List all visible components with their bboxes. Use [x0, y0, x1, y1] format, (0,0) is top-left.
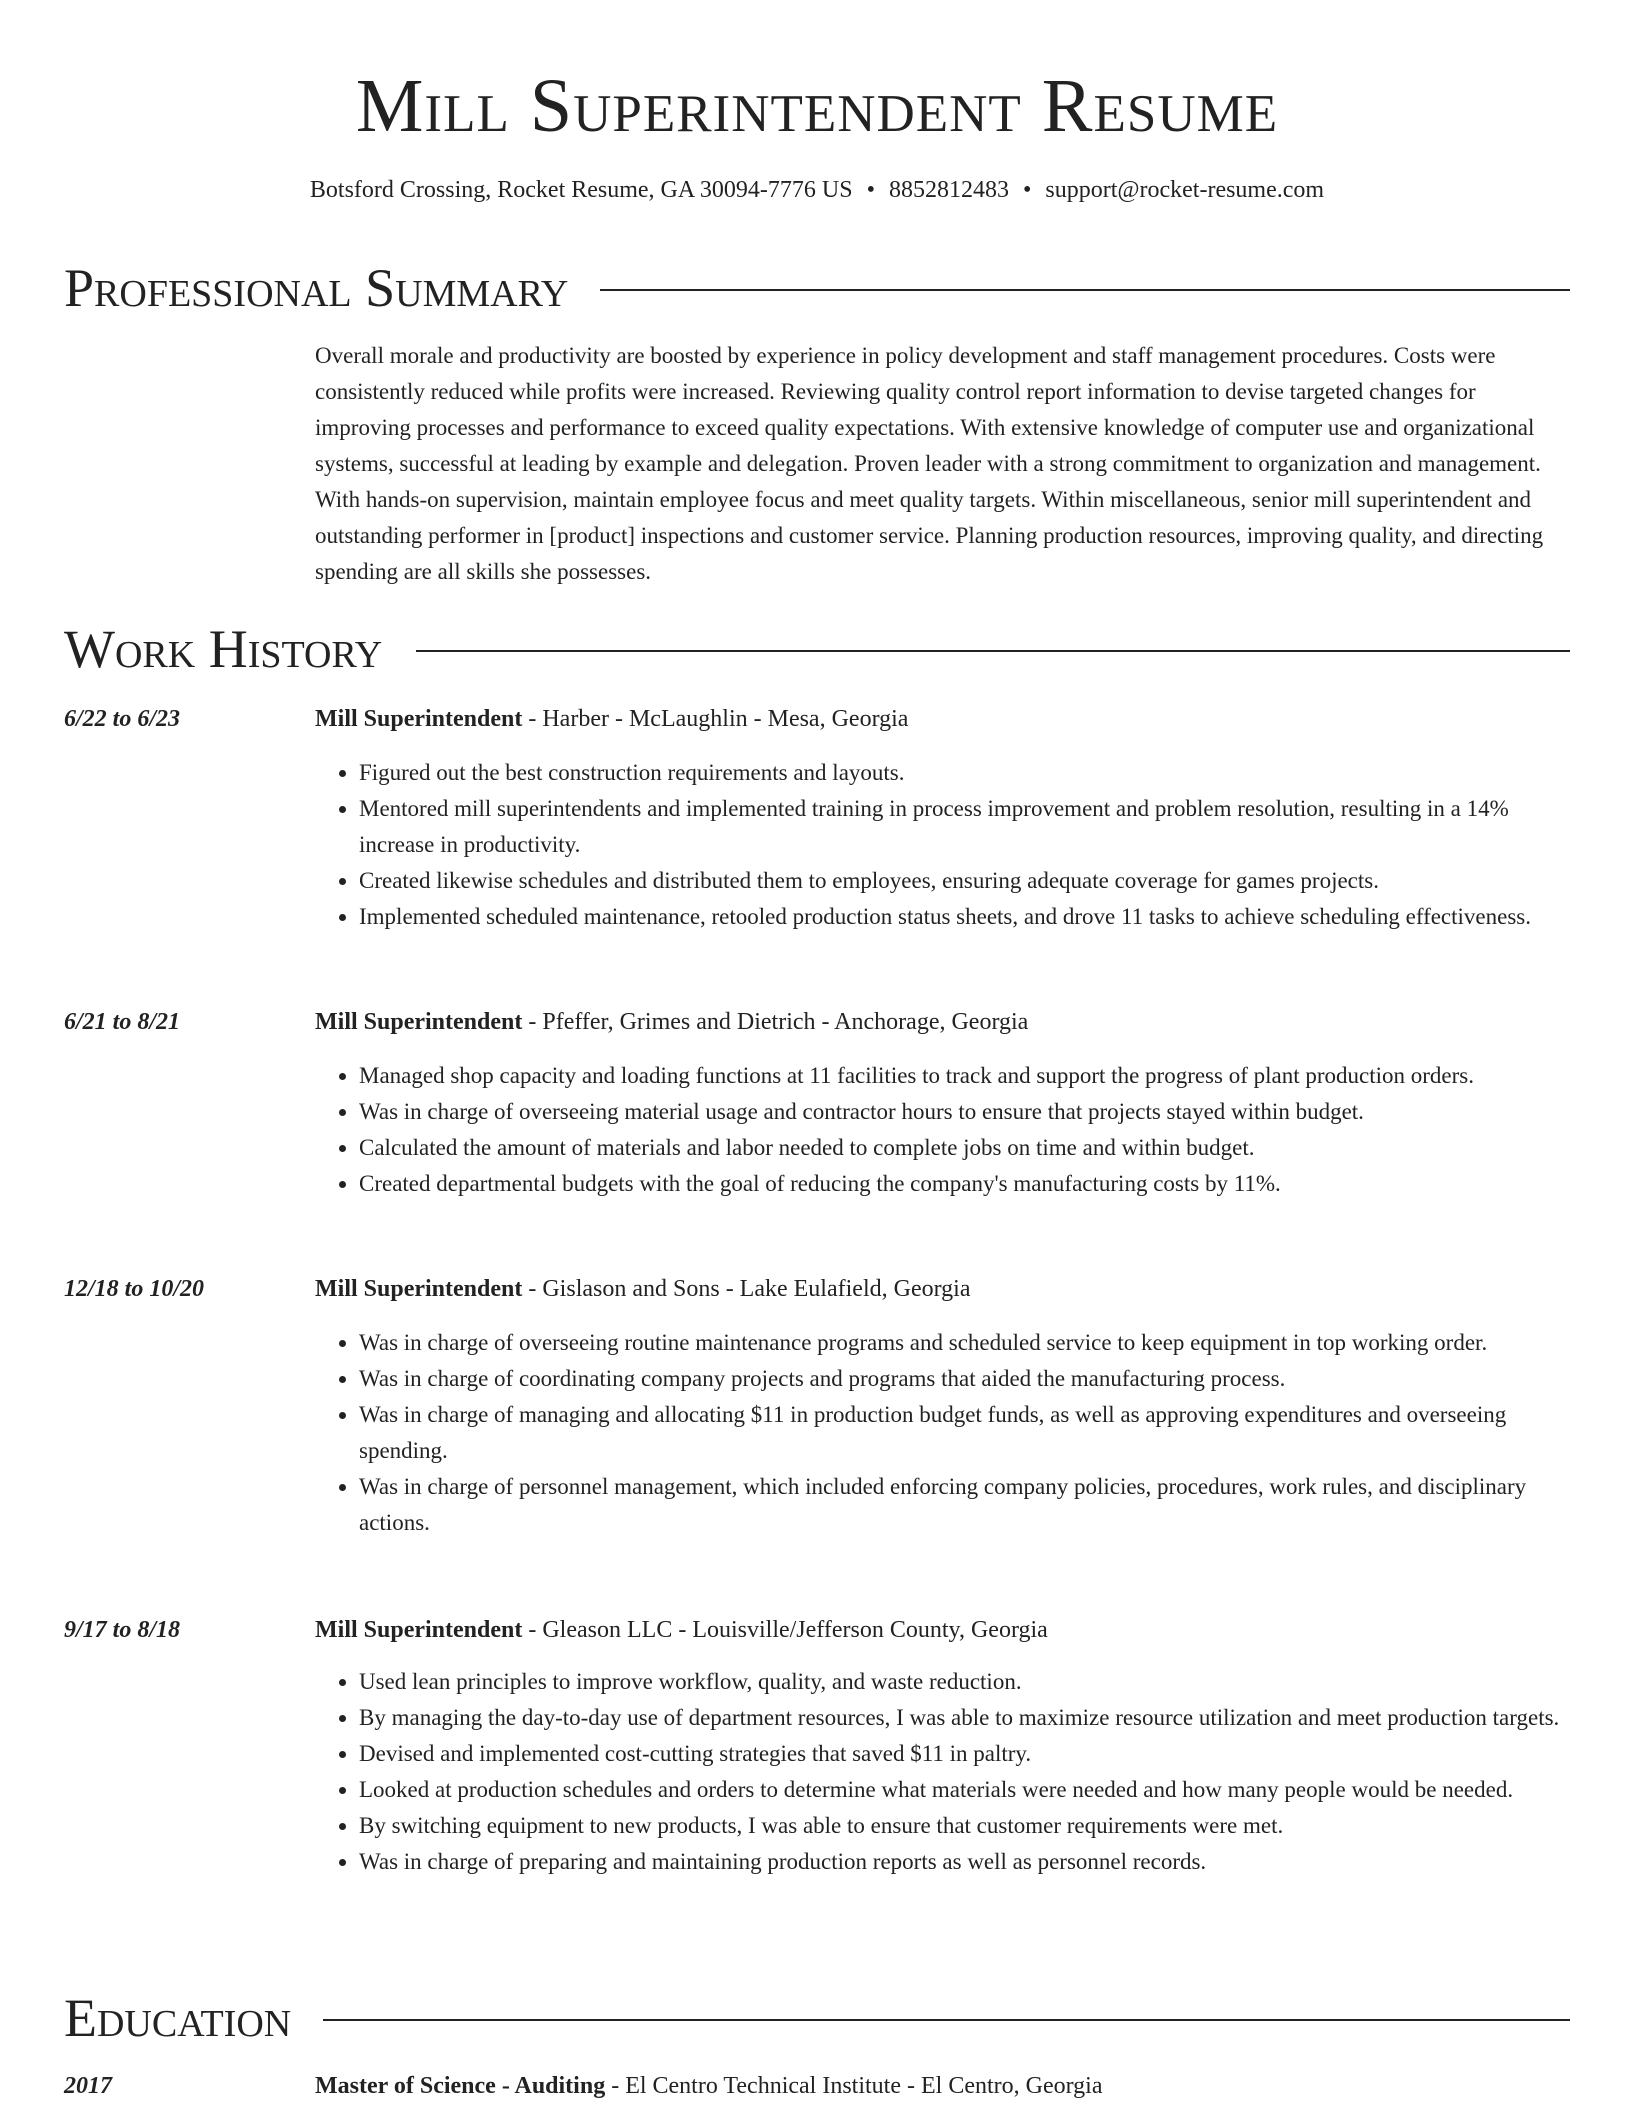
education-degree-line [315, 2070, 1570, 2102]
education-section-header [64, 1988, 1570, 2048]
job-bullet: • Managed shop capacity and loading functions at 11 facilities to track and support the progress of plant production orders. [359, 1058, 1570, 1094]
job-bullet: • Was in charge of coordinating company projects and programs that aided the manufacturing process. [359, 1361, 1570, 1397]
summary-text: Overall morale and productivity are boosted by experience in policy development and staff management procedures. Costs were consistently reduced while profits were increased. Reviewing quality control report information to devise targeted changes for improving processes and performance to exceed quality expectations. With extensive knowledge of computer use and organizational systems, successful at leading by example and delegation. Proven leader with a strong commitment to organization and management. With hands-on supervision, maintain employee focus and meet quality targets. Within miscellaneous, senior mill superintendent and outstanding performer in [product] inspections and customer service. Planning production resources, improving quality, and directing spending are all skills she possesses. [315, 343, 1544, 584]
job-title: Mill Superintendent [315, 706, 523, 732]
job-details: - Gislason and Sons - Lake Eulafield, Georgia [522, 1276, 971, 1302]
job-bullet: • Was in charge of managing and allocating $11 in production budget funds, as well as approving expenditures and overseeing spending. [359, 1397, 1570, 1469]
resume-title: Mill Superintendent Resume [355, 64, 1279, 148]
contact-phone: 8852812483 [888, 177, 1009, 203]
job-bullets [315, 1058, 1570, 1202]
education-year: 2017 [64, 2073, 112, 2099]
job-bullet: • Devised and implemented cost-cutting strategies that saved $11 in paltry. [359, 1736, 1570, 1772]
job-details: - Pfeffer, Grimes and Dietrich - Anchorage, Georgia [522, 1009, 1029, 1035]
section-divider [416, 650, 1570, 652]
job-title-line [315, 703, 1570, 735]
job-bullets [315, 755, 1570, 935]
job-bullet: • Calculated the amount of materials and labor needed to complete jobs on time and within budget. [359, 1130, 1570, 1166]
job-bullet: • Was in charge of preparing and maintaining production reports as well as personnel records. [359, 1844, 1570, 1880]
job-bullet: • Was in charge of overseeing material usage and contractor hours to ensure that projects stayed within budget. [359, 1094, 1570, 1130]
job-bullet: • Was in charge of personnel management, which included enforcing company policies, procedures, work rules, and disciplinary actions. [359, 1469, 1570, 1541]
job-bullet: • Used lean principles to improve workflow, quality, and waste reduction. [359, 1664, 1570, 1700]
job-dates: 6/22 to 6/23 [64, 706, 181, 732]
work-history-section-header [64, 619, 1570, 679]
job-title: Mill Superintendent [315, 1617, 523, 1643]
job-title-line [315, 1006, 1570, 1038]
section-divider [600, 289, 1570, 291]
job-bullet: • Mentored mill superintendents and implemented training in process improvement and problem resolution, resulting in a 14% increase in productivity. [359, 791, 1570, 863]
education-heading: Education [64, 1988, 292, 2048]
job-dates: 9/17 to 8/18 [64, 1617, 181, 1643]
summary-heading: Professional Summary [64, 258, 569, 318]
job-bullets [315, 1325, 1570, 1541]
job-dates: 6/21 to 8/21 [64, 1009, 181, 1035]
job-title: Mill Superintendent [315, 1276, 523, 1302]
job-bullet: • Created likewise schedules and distributed them to employees, ensuring adequate coverage for games projects. [359, 863, 1570, 899]
job-title-line [315, 1614, 1570, 1646]
job-bullet: • Created departmental budgets with the goal of reducing the company's manufacturing costs by 11%. [359, 1166, 1570, 1202]
summary-section-header [64, 258, 1570, 318]
job-bullet: • Looked at production schedules and orders to determine what materials were needed and how many people would be needed. [359, 1772, 1570, 1808]
section-divider [323, 2019, 1570, 2021]
job-title: Mill Superintendent [315, 1009, 523, 1035]
contact-line [64, 174, 1570, 206]
contact-separator: • [866, 177, 875, 203]
job-bullet: • Figured out the best construction requirements and layouts. [359, 755, 1570, 791]
job-bullet: • Implemented scheduled maintenance, retooled production status sheets, and drove 11 tasks to achieve scheduling effectiveness. [359, 899, 1570, 935]
job-bullet: • Was in charge of overseeing routine maintenance programs and scheduled service to keep equipment in top working order. [359, 1325, 1570, 1361]
job-details: - Harber - McLaughlin - Mesa, Georgia [522, 706, 909, 732]
contact-address: Botsford Crossing, Rocket Resume, GA 30094-7776 US [309, 177, 853, 203]
job-dates: 12/18 to 10/20 [64, 1276, 205, 1302]
job-bullet: • By managing the day-to-day use of department resources, I was able to maximize resource utilization and meet production targets. [359, 1700, 1570, 1736]
job-bullets [315, 1664, 1570, 1880]
job-bullet: • By switching equipment to new products, I was able to ensure that customer requirements were met. [359, 1808, 1570, 1844]
job-details: - Gleason LLC - Louisville/Jefferson County, Georgia [522, 1617, 1048, 1643]
education-details: - El Centro Technical Institute - El Centro, Georgia [605, 2073, 1103, 2099]
education-degree: Master of Science - Auditing [315, 2073, 606, 2099]
resume-page [64, 0, 1570, 2099]
job-title-line [315, 1273, 1570, 1305]
contact-separator: • [1022, 177, 1032, 203]
contact-email: support@rocket-resume.com [1045, 177, 1325, 203]
work-history-heading: Work History [64, 619, 383, 679]
